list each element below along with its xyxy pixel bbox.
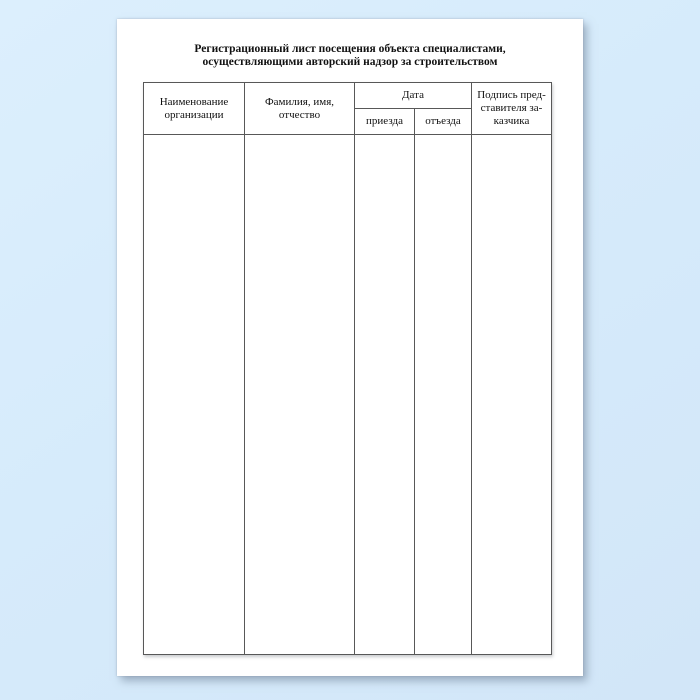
header-full-name-line-1: Фамилия, имя, — [264, 95, 334, 108]
cell-arrival-date — [355, 135, 415, 655]
registration-table — [143, 82, 552, 655]
document-title-line-1: Регистрационный лист посещения объекта специалистами, — [194, 43, 506, 55]
header-date-arrival: приезда — [355, 109, 415, 135]
cell-full-name — [245, 135, 355, 655]
header-signature-line-1: Подпись пред- — [477, 89, 546, 101]
document-page — [117, 19, 583, 676]
cell-organization — [144, 135, 245, 655]
header-signature-line-2: ставителя за- — [480, 102, 543, 114]
header-signature-line-3: казчика — [493, 115, 530, 127]
document-title-line-2: осуществляющими авторский надзор за строительством — [202, 56, 498, 68]
header-date-departure: отъезда — [415, 109, 472, 135]
cell-signature — [472, 135, 552, 655]
header-organization — [144, 83, 245, 135]
table-row — [144, 135, 552, 655]
header-full-name — [245, 83, 355, 135]
header-organization-line-2: организации — [164, 108, 224, 121]
cell-departure-date — [415, 135, 472, 655]
header-organization-line-1: Наименование — [159, 95, 229, 108]
document-title — [127, 43, 573, 69]
header-full-name-line-2: отчество — [278, 108, 321, 121]
header-date: Дата — [355, 83, 472, 109]
header-signature — [472, 83, 552, 135]
